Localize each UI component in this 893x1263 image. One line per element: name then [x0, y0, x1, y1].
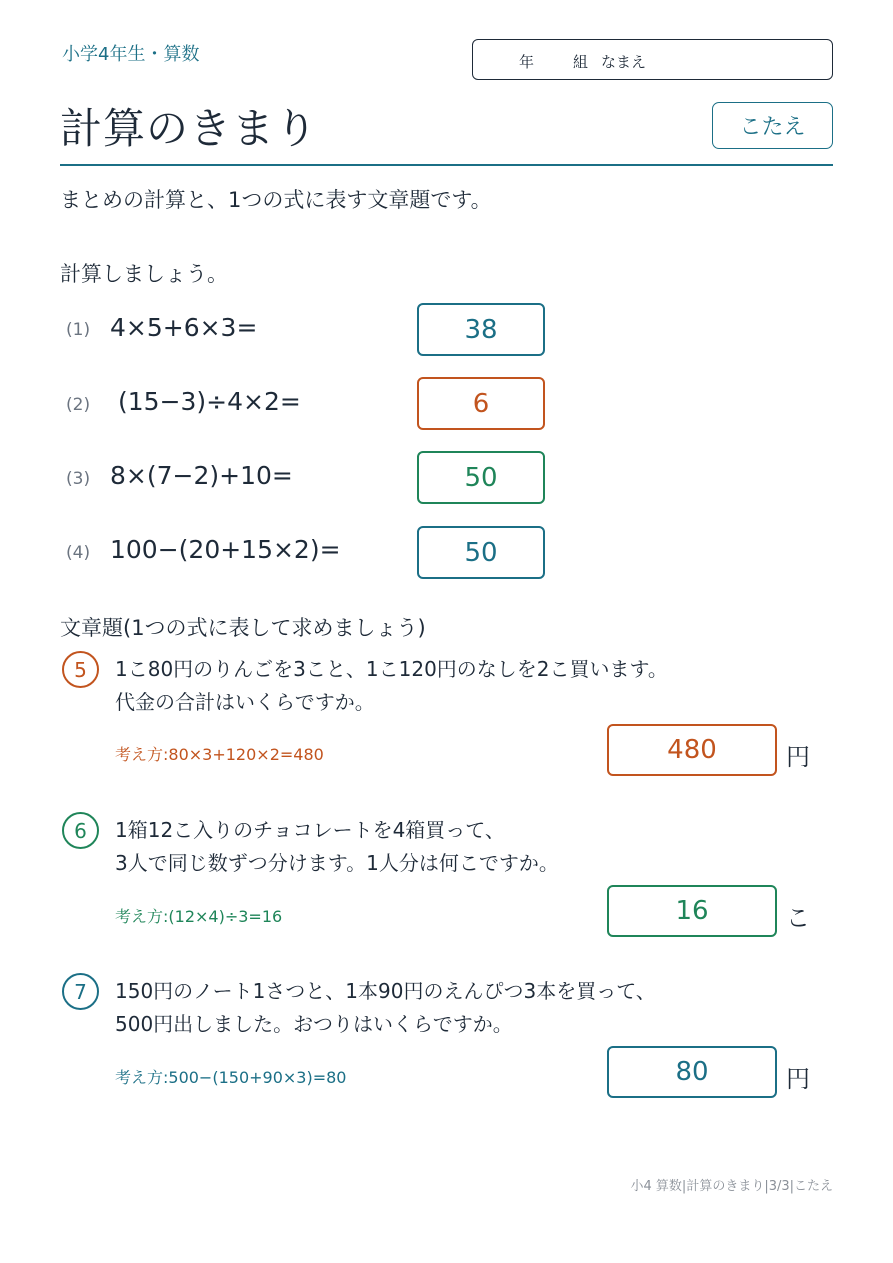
problem-answer-box[interactable]: 16	[607, 885, 777, 937]
name-label: なまえ	[601, 53, 647, 71]
calc-expression: 100−(20+15×2)=	[110, 535, 341, 564]
solution-hint: 考え方:500−(150+90×3)=80	[115, 1068, 347, 1087]
problem-number-badge: 5	[62, 651, 99, 688]
intro-text: まとめの計算と、1つの式に表す文章題です。	[60, 188, 492, 212]
calc-num: (1)	[66, 320, 91, 340]
class-label: 組	[573, 53, 589, 71]
solution-hint: 考え方:80×3+120×2=480	[115, 745, 324, 764]
calc-expression: (15−3)÷4×2=	[118, 387, 301, 416]
name-box[interactable]	[472, 39, 833, 80]
grade-label: 小学4年生・算数	[62, 44, 200, 65]
page-footer: 小4 算数|計算のきまり|3/3|こたえ	[630, 1179, 833, 1194]
calc-answer-box[interactable]: 50	[417, 526, 545, 579]
problem-number-badge: 7	[62, 973, 99, 1010]
calc-answer-box[interactable]: 50	[417, 451, 545, 504]
problem-text-line1: 150円のノート1さつと、1本90円のえんぴつ3本を買って、	[115, 979, 656, 1003]
calc-expression: 8×(7−2)+10=	[110, 461, 293, 490]
answer-unit: 円	[786, 743, 810, 771]
year-label: 年	[519, 53, 535, 71]
problem-text-line1: 1箱12こ入りのチョコレートを4箱買って、	[115, 818, 505, 842]
problem-text-line2: 代金の合計はいくらですか。	[115, 690, 375, 714]
answer-unit: 円	[786, 1065, 810, 1093]
calc-num: (4)	[66, 543, 91, 563]
calc-expression: 4×5+6×3=	[110, 313, 258, 342]
answer-tag: こたえ	[712, 102, 833, 149]
answer-unit: こ	[786, 904, 810, 932]
calc-answer-box[interactable]: 38	[417, 303, 545, 356]
problem-answer-box[interactable]: 80	[607, 1046, 777, 1098]
calc-answer-box[interactable]: 6	[417, 377, 545, 430]
calc-num: (2)	[66, 395, 91, 415]
problem-text-line2: 3人で同じ数ずつ分けます。1人分は何こですか。	[115, 851, 559, 875]
problem-number-badge: 6	[62, 812, 99, 849]
word-heading: 文章題(1つの式に表して求めましょう)	[60, 616, 426, 640]
title-divider	[60, 164, 833, 166]
problem-answer-box[interactable]: 480	[607, 724, 777, 776]
calc-num: (3)	[66, 469, 91, 489]
problem-text-line1: 1こ80円のりんごを3こと、1こ120円のなしを2こ買います。	[115, 657, 668, 681]
solution-hint: 考え方:(12×4)÷3=16	[115, 907, 283, 926]
problem-text-line2: 500円出しました。おつりはいくらですか。	[115, 1012, 513, 1036]
calc-heading: 計算しましょう。	[60, 262, 228, 286]
page-title: 計算のきまり	[60, 104, 319, 153]
